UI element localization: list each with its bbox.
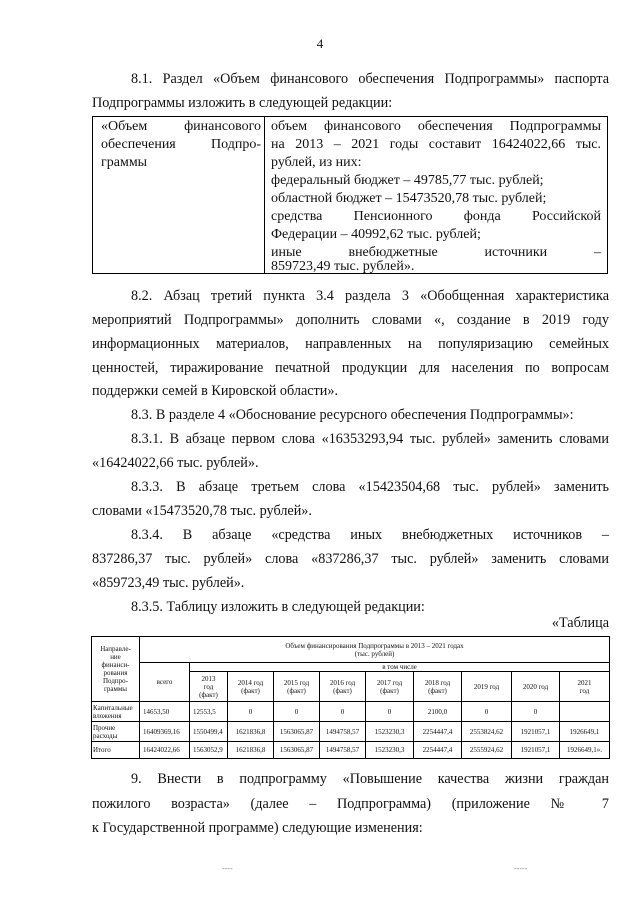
clause-8-3-1-line: «16424022,66 тыс. рублей». <box>92 455 259 471</box>
table-cell: 0 <box>462 702 512 722</box>
passport-right-line: рублей, из них: <box>271 155 362 170</box>
financing-table <box>91 636 610 759</box>
table-cell: 12553,5 <box>190 702 228 722</box>
table-cell: 1494758,57 <box>320 742 366 759</box>
table-cell: 1523230,3 <box>366 742 414 759</box>
table-cell: 2254447,4 <box>414 722 462 742</box>
clause-8-1 <box>131 71 609 88</box>
year-header: 2015 год (факт) <box>274 672 320 702</box>
passport-right-line: областной бюджет – 15473520,78 тыс. рублей; <box>271 191 547 206</box>
passport-right-line: иные внебюджетные источники – <box>271 245 601 260</box>
clause-8-3-4-line: 8.3.4. В абзаце «средства иных внебюджетных источников – <box>131 527 609 543</box>
table-cell: 2553824,62 <box>462 722 512 742</box>
table-cell: 1550499,4 <box>190 722 228 742</box>
table-label: «Таблица <box>551 615 609 631</box>
row-label: Прочие расходы <box>92 722 140 742</box>
including-header: в том числе <box>190 663 610 672</box>
clause-8-3-1-line: 8.3.1. В абзаце первом слова «16353293,94 тыс. рублей» заменить словами <box>131 431 609 447</box>
passport-right-cell <box>265 117 607 273</box>
table-cell: 0 <box>228 702 274 722</box>
direction-header: Направле- ние финанси- рования Подпро- граммы <box>92 637 140 702</box>
clause-8-3-3-line: словами «15473520,78 тыс. рублей». <box>92 503 312 519</box>
total-header: всего <box>140 663 190 702</box>
table-cell: 1563065,87 <box>274 742 320 759</box>
passport-right-line: средства Пенсионного фонда Российской <box>271 209 601 224</box>
clause-8-2 <box>131 288 609 305</box>
year-header: 2021 год <box>560 672 610 702</box>
financing-title-cell <box>140 637 610 663</box>
table-cell: 1926649,1 <box>560 722 610 742</box>
clause-8-1-line-1: 8.1. Раздел «Объем финансового обеспечения Подпрограммы» паспорта <box>131 71 609 87</box>
passport-left-cell <box>93 117 265 273</box>
clause-8-2-line: мероприятий Подпрограммы» дополнить словами «, создание в 2019 году <box>92 312 609 328</box>
clause-8-3-3-line: 8.3.3. В абзаце третьем слова «15423504,68 тыс. рублей» заменить <box>131 479 609 495</box>
clause-9-line: пожилого возраста» (далее – Подпрограмма) (приложение № 7 <box>92 796 609 812</box>
footer-mark: ----- <box>514 864 528 873</box>
table-cell: 0 <box>320 702 366 722</box>
year-header: 2019 год <box>462 672 512 702</box>
passport-left-line: обеспечения Подпро- <box>101 137 261 152</box>
page-number: 4 <box>316 36 324 51</box>
financing-unit: (тыс. рублей) <box>354 649 395 658</box>
clause-8-1-line-2: Подпрограммы изложить в следующей редакции: <box>92 95 393 111</box>
table-cell: 1621836,8 <box>228 742 274 759</box>
clause-8-2-line: поддержки семей в Кировской области». <box>92 383 338 399</box>
clause-9-line: 9. Внести в подпрограмму «Повышение качества жизни граждан <box>131 771 609 787</box>
passport-left-line: граммы <box>101 155 148 170</box>
table-cell: 1921057,1 <box>512 722 560 742</box>
year-header: 2014 год (факт) <box>228 672 274 702</box>
table-cell: 0 <box>512 702 560 722</box>
table-cell: 1494758,57 <box>320 722 366 742</box>
clause-8-3-4-line: 837286,37 тыс. рублей» слова «837286,37 тыс. рублей» заменить словами <box>92 551 609 567</box>
table-cell: 16424022,66 <box>140 742 190 759</box>
passport-right-line: на 2013 – 2021 годы составит 16424022,66 тыс. <box>271 137 601 152</box>
passport-right-line: федеральный бюджет – 49785,77 тыс. рублей; <box>271 173 544 188</box>
table-cell: 14653,50 <box>140 702 190 722</box>
row-label: Итого <box>92 742 140 759</box>
table-cell: 1563052,9 <box>190 742 228 759</box>
clause-8-3: 8.3. В разделе 4 «Обоснование ресурсного обеспечения Подпрограммы»: <box>131 407 574 423</box>
clause-9-line: к Государственной программе) следующие изменения: <box>92 820 423 836</box>
clause-8-3-5: 8.3.5. Таблицу изложить в следующей редакции: <box>131 599 425 615</box>
table-cell: 1926649,1». <box>560 742 610 759</box>
financing-title: Объем финансирования Подпрограммы в 2013 – 2021 годах <box>285 641 464 650</box>
year-header: 2018 год (факт) <box>414 672 462 702</box>
year-header: 2013 год (факт) <box>190 672 228 702</box>
clause-8-2-line: 8.2. Абзац третий пункта 3.4 раздела 3 «Обобщенная характеристика <box>131 288 609 304</box>
table-cell: 2555924,62 <box>462 742 512 759</box>
table-cell: 2100,0 <box>414 702 462 722</box>
passport-right-line: объем финансового обеспечения Подпрограммы <box>271 119 601 134</box>
footer-mark: ---- <box>222 864 233 873</box>
row-label: Капитальные вложения <box>92 702 140 722</box>
passport-left-line: «Объем финансового <box>101 119 261 134</box>
year-header: 2020 год <box>512 672 560 702</box>
table-cell: 16409369,16 <box>140 722 190 742</box>
table-cell: 1621836,8 <box>228 722 274 742</box>
table-cell: 0 <box>366 702 414 722</box>
table-cell <box>560 702 610 722</box>
passport-right-line: 859723,49 тыс. рублей». <box>271 259 415 274</box>
passport-right-line: Федерации – 40992,62 тыс. рублей; <box>271 227 481 242</box>
year-header: 2017 год (факт) <box>366 672 414 702</box>
clause-8-3-4-line: «859723,49 тыс. рублей». <box>92 575 245 591</box>
passport-table <box>92 116 608 274</box>
table-cell: 1921057,1 <box>512 742 560 759</box>
table-cell: 1523230,3 <box>366 722 414 742</box>
clause-8-2-line: информационных материалов, направленных на популяризацию семейных <box>92 336 609 352</box>
table-cell: 0 <box>274 702 320 722</box>
table-cell: 2254447,4 <box>414 742 462 759</box>
clause-8-2-line: ценностей, тиражирование печатной продукции для населения по вопросам <box>92 360 609 376</box>
table-cell: 1563065,87 <box>274 722 320 742</box>
year-header: 2016 год (факт) <box>320 672 366 702</box>
